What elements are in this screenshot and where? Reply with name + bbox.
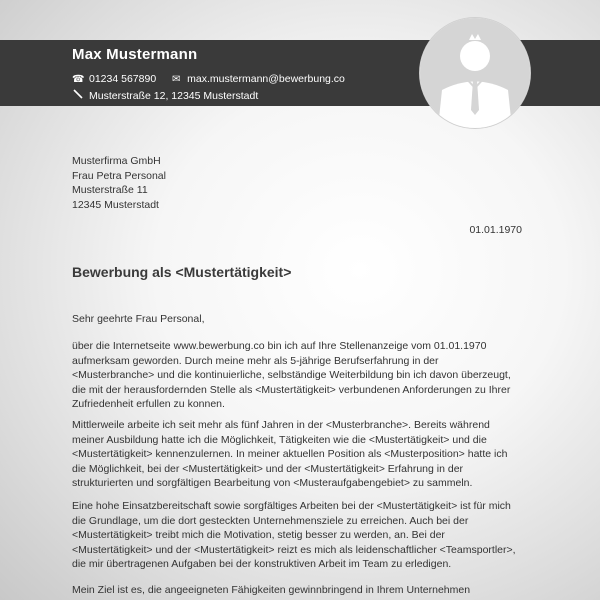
body-paragraph: Mein Ziel ist es, die angeeigneten Fähigkeiten gewinnbringend in Ihrem Unternehmen [72, 584, 471, 596]
email-address: max.mustermann@bewerbung.co [187, 73, 345, 85]
recipient-address [72, 154, 166, 212]
recipient-line: Musterstraße 11 [72, 184, 148, 196]
letter-date: 01.01.1970 [469, 224, 522, 236]
postal-address: Musterstraße 12, 12345 Musterstadt [89, 89, 259, 102]
body-paragraph: über die Internetseite www.bewerbung.co bin ich auf Ihre Stellenanzeige vom 01.01.1970 aufmerksam geworden. Durch meine mehr als 5-jährige Berufserfahrung in der <Musterbranche> und die kontinuierliche, selbständige Weiterbildung bin ich davon überzeugt, die mit der herausfordernden Stelle als <Mustertätigkeit> verbundenen Anforderungen zu Ihrer Zufriedenheit erfullen zu konnen. [72, 340, 511, 410]
salutation: Sehr geehrte Frau Personal, [72, 313, 205, 325]
recipient-line: 12345 Musterstadt [72, 198, 159, 211]
phone-icon: ☎ [72, 73, 85, 85]
recipient-line: Musterfirma GmbH [72, 155, 161, 167]
letter-subject: Bewerbung als <Mustertätigkeit> [72, 264, 292, 280]
recipient-line: Frau Petra Personal [72, 169, 166, 182]
phone-number: 01234 567890 [89, 73, 157, 85]
body-paragraph: Mittlerweile arbeite ich seit mehr als fünf Jahren in der <Musterbranche>. Bereits während meiner Ausbildung hatte ich die Möglichkeit, Tätigkeiten wie die <Mustertätigkeit> und die <Mustertätigkeit> kennenzulernen. In meiner aktuellen Position als <Musterposition> hatte ich die Möglichkeit, bei der <Mustertätigkeit> und der <Mustertätigkeit> Erfahrung in der strukturierten und sorgfältigen Bearbeitung von <Musteraufgabengebiet> zu sammeln. [72, 419, 508, 489]
contact-row [72, 73, 345, 85]
applicant-name: Max Mustermann [72, 46, 198, 63]
address-row [72, 89, 258, 102]
person-placeholder-icon [420, 18, 530, 128]
body-paragraph: Eine hohe Einsatzbereitschaft sowie sorgfältiges Arbeiten bei der <Mustertätigkeit> ist für mich die Grundlage, um die dort gesteckten Unternehmensziele zu erreichen. Auch bei der <Mustertätigkeit> treibt mich die Motivation, stetig besser zu werden, an. Bei der <Mustertätigkeit> und der <Mustertätigkeit> reizt es mich als leidenschaftlicher <Teamsportler>, die mir übertragenen Aufgaben bei der konstruktiven Arbeit im Team zu erledigen. [72, 500, 516, 570]
envelope-icon: ✉ [171, 73, 181, 85]
pen-icon [72, 89, 84, 102]
